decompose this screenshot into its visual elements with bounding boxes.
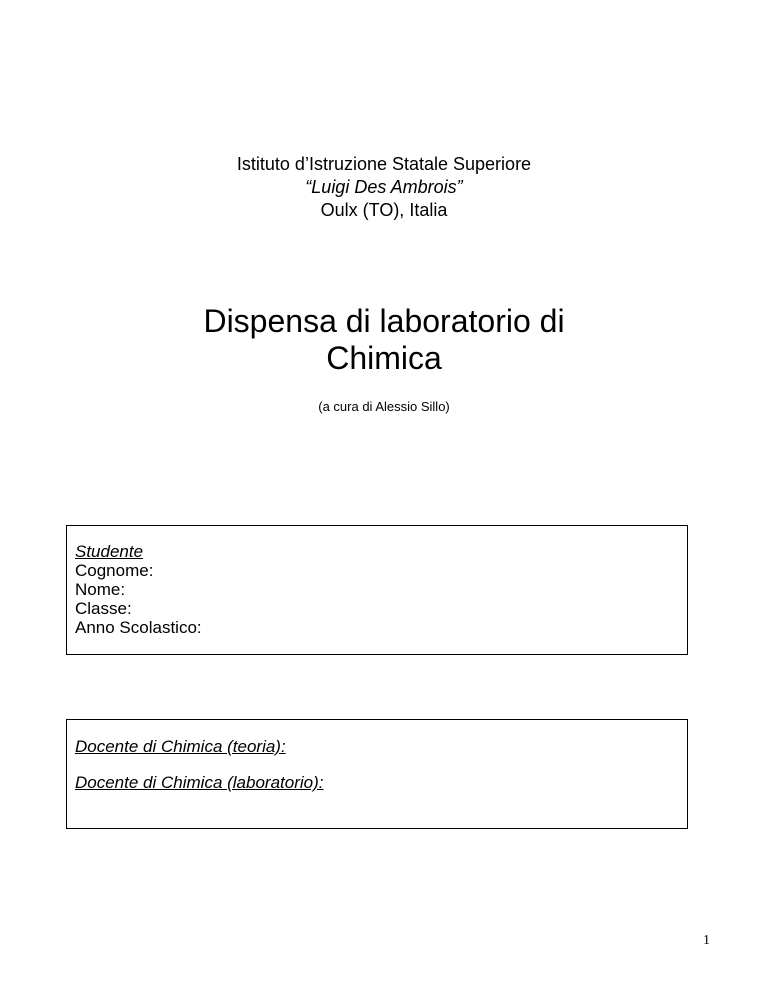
teachers-info-box (66, 719, 688, 829)
surname-label: Cognome: (75, 561, 154, 580)
institute-header (0, 153, 768, 222)
document-title (0, 303, 768, 377)
name-label: Nome: (75, 580, 126, 599)
class-label: Classe: (75, 599, 132, 618)
student-info-box (66, 525, 688, 655)
page-number: 1 (703, 933, 710, 948)
institute-name: Istituto d’Istruzione Statale Superiore (236, 154, 532, 174)
theory-teacher-label: Docente di Chimica (teoria): (75, 737, 286, 756)
title-line-2: Chimica (326, 340, 442, 376)
school-year-label: Anno Scolastico: (75, 618, 202, 637)
lab-teacher-label: Docente di Chimica (laboratorio): (75, 773, 324, 792)
title-line-1: Dispensa di laboratorio di (203, 303, 565, 339)
institute-location: Oulx (TO), Italia (320, 200, 448, 220)
curator-note: (a cura di Alessio Sillo) (318, 399, 450, 414)
student-heading: Studente (75, 542, 144, 561)
institute-subtitle: “Luigi Des Ambrois” (305, 177, 463, 197)
